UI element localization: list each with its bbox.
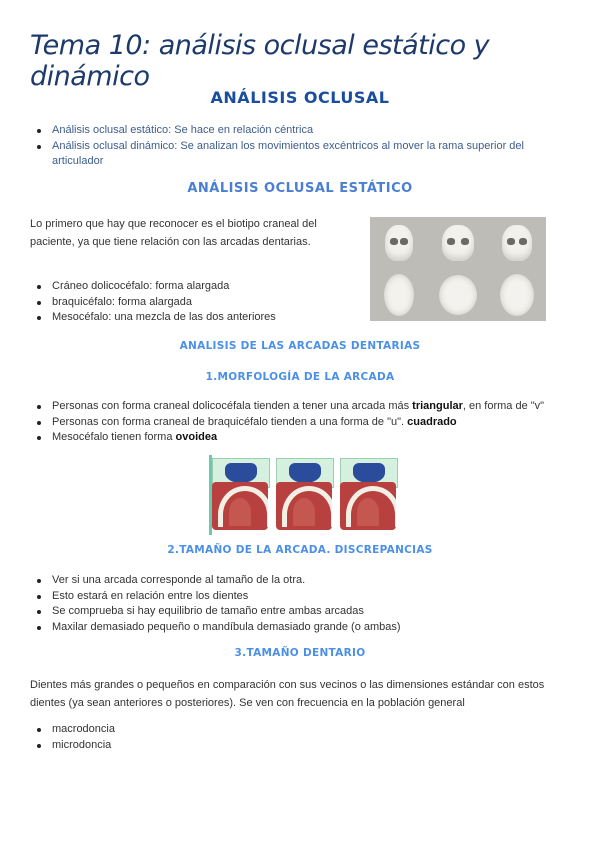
list-item: Maxilar demasiado pequeño o mandíbula demasiado grande (o ambas) xyxy=(30,620,575,636)
section-heading-analisis-estatico: ANÁLISIS OCLUSAL ESTÁTICO xyxy=(187,181,413,196)
skull-types-image xyxy=(370,217,546,321)
arch-image-triangular xyxy=(212,458,268,530)
arch-image-ovoid xyxy=(340,458,396,530)
list-item: Cráneo dolicocéfalo: forma alargada xyxy=(30,279,350,295)
list-item: Mesocéfalo tienen forma ovoidea xyxy=(30,430,575,446)
list-item: Mesocéfalo: una mezcla de las dos anteriores xyxy=(30,310,350,326)
arch-image-square xyxy=(276,458,332,530)
skull-top-icon xyxy=(384,274,414,316)
skull-top-icon xyxy=(500,274,534,316)
skull-front-icon xyxy=(502,225,532,261)
section-heading-arcadas: ANALISIS DE LAS ARCADAS DENTARIAS xyxy=(179,340,421,352)
biotype-paragraph: Lo primero que hay que reconocer es el biotipo craneal del paciente, ya que tiene relación con las arcadas dentarias. xyxy=(30,218,317,248)
list-item: macrodoncia xyxy=(30,722,330,738)
skull-front-icon xyxy=(442,225,474,261)
subheading-tamano-arcada: 2.TAMAÑO DE LA ARCADA. DISCREPANCIAS xyxy=(167,544,433,556)
section-heading-analisis-oclusal: ANÁLISIS OCLUSAL xyxy=(210,88,390,107)
list-item: Ver si una arcada corresponde al tamaño de la otra. xyxy=(30,573,575,589)
list-item: Análisis oclusal estático: Se hace en relación céntrica xyxy=(30,123,570,139)
size-list xyxy=(30,573,575,635)
subheading-tamano-dentario: 3.TAMAÑO DENTARIO xyxy=(234,647,366,659)
list-item: Personas con forma craneal de braquicéfalo tienden a una forma de "u". cuadrado xyxy=(30,415,575,431)
list-item: Se comprueba si hay equilibrio de tamaño entre ambas arcadas xyxy=(30,604,575,620)
intro-list xyxy=(30,123,570,170)
biotype-list xyxy=(30,279,350,326)
morphology-list xyxy=(30,399,575,446)
list-item: microdoncia xyxy=(30,738,330,754)
list-item: Análisis oclusal dinámico: Se analizan los movimientos excéntricos al mover la rama superior del articulador xyxy=(30,139,570,170)
page-title: Tema 10: análisis oclusal estático y dinámico xyxy=(30,30,490,92)
tooth-paragraph: Dientes más grandes o pequeños en comparación con sus vecinos o las dimensiones estándar con estos dientes (ya sean anteriores o posteriores). Se ven con frecuencia en la población general xyxy=(30,679,545,709)
subheading-morfologia: 1.MORFOLOGÍA DE LA ARCADA xyxy=(205,371,395,383)
tooth-list xyxy=(30,722,330,753)
skull-front-icon xyxy=(385,225,413,261)
list-item: Personas con forma craneal dolicocéfala tienden a tener una arcada más triangular, en forma de "v" xyxy=(30,399,575,415)
list-item: braquicéfalo: forma alargada xyxy=(30,295,350,311)
list-item: Esto estará en relación entre los dientes xyxy=(30,589,575,605)
skull-top-icon xyxy=(439,275,477,315)
